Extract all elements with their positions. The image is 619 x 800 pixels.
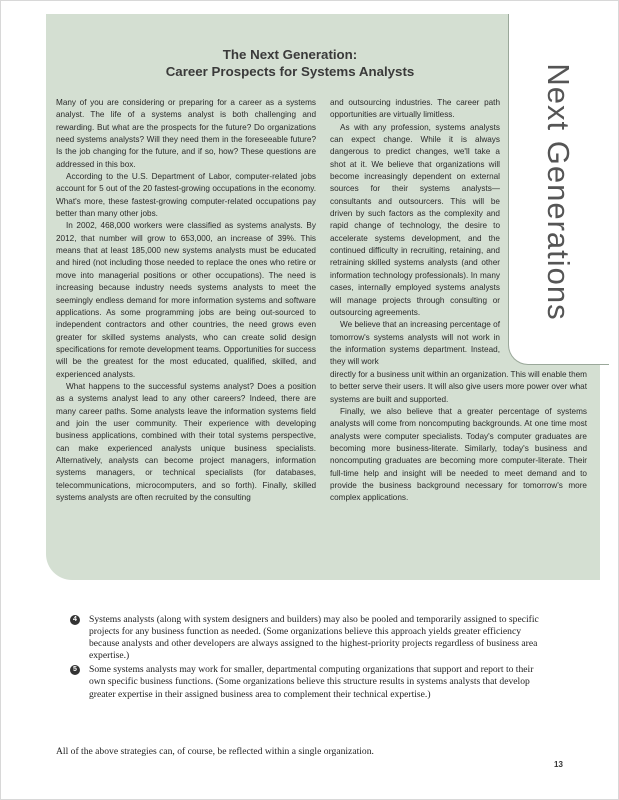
number-bullet: 4 (70, 615, 80, 625)
closing-sentence: All of the above strategies can, of course, be reflected within a single organization. (56, 746, 374, 757)
list-item (70, 664, 550, 700)
paragraph: Many of you are considering or preparing for a career as a systems analyst. The life of a systems analyst is both challenging and rewarding. But what are the prospects for the future? Do organizations need systems analysts? Will they need them in the foreseeable future? Is the job changing for the future, and if so, how? These questions are addressed in this box. (56, 98, 316, 169)
list-item-text: Some systems analysts may work for smaller, departmental computing organizations that support and report to their own specific business functions. (Some organizations believe this structure results in systems analysts that develop greater expertise in their assigned business area to complement their technical expertise.) (89, 664, 534, 700)
box-title (140, 46, 440, 80)
box-title-line2: Career Prospects for Systems Analysts (165, 64, 415, 79)
paragraph: directly for a business unit within an organization. This will enable them to better serve their users. It will also give users more power over what systems are built and supported. (330, 370, 587, 404)
list-item-text: Systems analysts (along with system designers and builders) may also be pooled and temporarily assigned to specific projects for any business function as needed. (Some organizations believe this approach yields greater efficiency because analysts and other developers are always assigned to the highest-priority projects regardless of business area expertise.) (89, 614, 539, 662)
number-bullet: 5 (70, 665, 80, 675)
paragraph: What happens to the successful systems analyst? Does a position as a systems analyst lead to any other careers? Indeed, there are many career paths. Some analysts leave the information systems field and join the user community. Their experience with developing business applications, combined with their total systems perspective, can make experienced analysts unique business specialists. Alternatively, analysts can become project managers, information systems managers, or technical specialists (for databases, telecommunications, microcomputers, and so forth). Finally, skilled systems analysts are often recruited by the consulting (56, 381, 316, 502)
right-column-bottom (330, 369, 587, 505)
left-column (56, 97, 316, 504)
paragraph: and outsourcing industries. The career path opportunities are virtually limitless. (330, 98, 500, 120)
paragraph: We believe that an increasing percentage of tomorrow's systems analysts will not work in the information systems department. Instead, they will work (330, 320, 500, 367)
paragraph: Finally, we also believe that a greater percentage of systems analysts will come from noncomputing backgrounds. At one time most analysts were computer specialists. Today's computer graduates are becoming more business-literate. Similarly, today's business and noncomputing graduates are becoming more computer-literate. Their full-time help and insight will be needed to meet demand and to provide the business background necessary for tomorrow's more complex applications. (330, 407, 587, 503)
page-number: 13 (554, 760, 563, 769)
vertical-heading: Next Generations (541, 63, 576, 321)
paragraph: As with any profession, systems analysts can expect change. While it is always dangerous to predict changes, we'll take a shot at it. We believe that organizations will become increasingly dependent on external sources for their systems analysts—consultants and outsourcers. This will be driven by such factors as the complexity and rapid change of technology, the desire to accelerate systems development, and the continued difficulty in recruiting, retaining, and retraining skilled systems analysts (and other information technology professionals). In many cases, internally employed systems analysts will manage projects through consulting or outsourcing agreements. (330, 122, 500, 317)
paragraph: In 2002, 468,000 workers were classified as systems analysts. By 2012, that number will grow to 653,000, an increase of 39%. This means that at least 185,000 new systems analysts must be educated and hired (not including those needed to replace the ones who retire or move into managerial positions or other occupations). The need is increasing because industry needs systems analysts to meet the seemingly endless demand for more information systems and software applications. As some programming jobs are being out-sourced to independent contractors and other countries, the need grows even greater for skilled systems analysts, who can create solid design specifications for remote development teams. Opportunities for success will be the greatest for the most educated, qualified, skilled, and experienced analysts. (56, 221, 316, 379)
paragraph: According to the U.S. Department of Labor, computer-related jobs account for 5 out of the 20 fastest-growing occupations in the economy. What's more, these fastest-growing computer-related occupations pay better than many other jobs. (56, 172, 316, 219)
list-item (70, 614, 550, 662)
right-column-top (330, 97, 500, 369)
strategy-list (70, 614, 550, 703)
box-title-line1: The Next Generation: (222, 47, 358, 62)
